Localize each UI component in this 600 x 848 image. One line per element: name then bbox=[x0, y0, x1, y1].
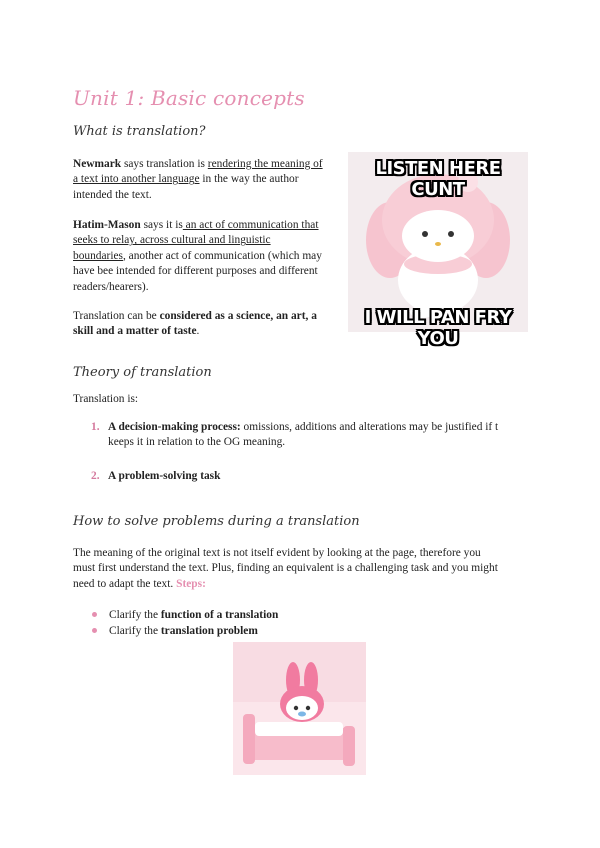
list-number: 2. bbox=[91, 470, 100, 482]
text: Translation can be bbox=[73, 310, 160, 322]
numbered-list-item-2 bbox=[91, 469, 511, 484]
underlined-text: boundaries bbox=[73, 249, 123, 262]
paragraph-hatim-mason bbox=[73, 218, 348, 295]
text: need to adapt the text. bbox=[73, 577, 177, 590]
paragraph-translation-can-be bbox=[73, 309, 348, 340]
author-name: Hatim-Mason bbox=[73, 219, 141, 231]
text: have bee intended for different purposes and different bbox=[73, 265, 318, 278]
meme-image bbox=[348, 152, 528, 349]
underlined-text: seeks to relay, across cultural and linguistic bbox=[73, 234, 271, 247]
text: , another act of communication (which may bbox=[122, 249, 322, 262]
bold-text: A decision-making process: bbox=[108, 421, 241, 433]
underlined-text: a text into another language bbox=[73, 173, 200, 186]
text: readers/hearers). bbox=[73, 280, 149, 293]
author-name: Newmark bbox=[73, 158, 122, 170]
paragraph-solve bbox=[73, 546, 543, 592]
text: says it is bbox=[140, 219, 183, 231]
text: . bbox=[196, 325, 200, 338]
numbered-list-item-1 bbox=[91, 420, 511, 451]
list-number: 1. bbox=[91, 421, 100, 433]
text: omissions, additions and alterations may be justified if t bbox=[240, 421, 499, 433]
theory-intro: Translation is: bbox=[73, 393, 139, 405]
text: keeps it in relation to the OG meaning. bbox=[108, 436, 286, 449]
text: says translation is bbox=[121, 158, 208, 170]
meme-bottom-text: I WILL PAN FRY YOU bbox=[364, 307, 512, 349]
text: The meaning of the original text is not itself evident by looking at the page, therefore you bbox=[73, 547, 481, 559]
underlined-text: an act of communication that bbox=[182, 219, 319, 231]
bold-text: skill and a matter of taste bbox=[73, 325, 197, 338]
heading-how-to-solve: How to solve problems during a translation bbox=[73, 514, 360, 529]
steps-label: Steps: bbox=[176, 577, 206, 590]
steps-list bbox=[92, 607, 278, 639]
heading-theory-of-translation: Theory of translation bbox=[73, 365, 212, 380]
list-item bbox=[92, 623, 278, 639]
list-item bbox=[92, 607, 278, 623]
bold-text: translation problem bbox=[160, 625, 258, 637]
underlined-text: rendering the meaning of bbox=[207, 158, 323, 170]
meme-top-text: LISTEN HERE CUNT bbox=[375, 158, 501, 200]
heading-what-is-translation: What is translation? bbox=[73, 124, 206, 139]
bold-text: A problem-solving task bbox=[108, 470, 221, 482]
bold-text: considered as a science, an art, a bbox=[159, 310, 317, 322]
text: in the way the author bbox=[199, 173, 299, 186]
bullet-icon bbox=[92, 612, 97, 617]
page-title: Unit 1: Basic concepts bbox=[73, 86, 305, 110]
bullet-icon bbox=[92, 628, 97, 633]
paragraph-newmark bbox=[73, 157, 343, 203]
text: Clarify the bbox=[109, 625, 161, 637]
text: Clarify the bbox=[109, 609, 161, 621]
bold-text: function of a translation bbox=[160, 609, 279, 621]
crying-plush-in-bed-image bbox=[233, 642, 366, 775]
text: intended the text. bbox=[73, 188, 152, 201]
bed-illustration bbox=[233, 642, 366, 775]
text: must first understand the text. Plus, finding an equivalent is a challenging task and you might bbox=[73, 562, 498, 575]
